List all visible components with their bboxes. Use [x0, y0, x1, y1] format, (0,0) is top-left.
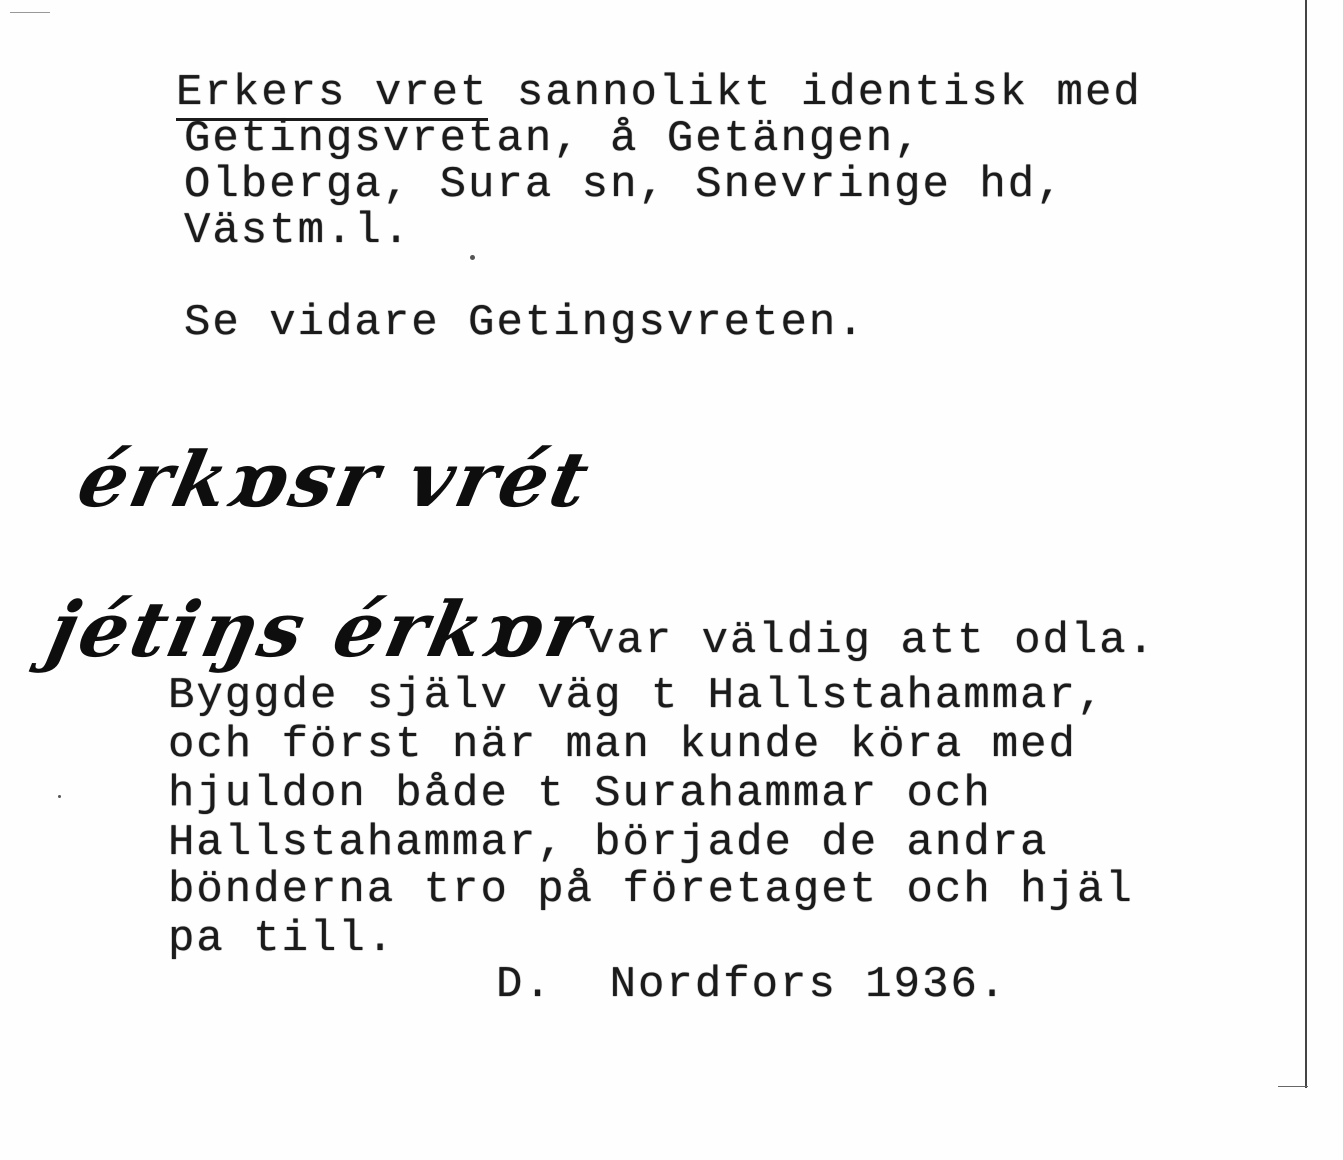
card-bottom-edge [1278, 1086, 1308, 1087]
paragraph-line: och först när man kunde köra med [168, 720, 1077, 770]
typed-line-4: Västm.l. [184, 206, 412, 256]
paragraph-line: bönderna tro på företaget och hjäl [168, 865, 1134, 915]
paragraph-line: Hallstahammar, började de andra [168, 818, 1049, 868]
paragraph-first-line: var väldig att odla. [588, 616, 1157, 666]
typed-line-3: Olberga, Sura sn, Snevringe hd, [184, 160, 1065, 210]
speck [470, 255, 475, 260]
paragraph-line: hjuldon både t Surahammar och [168, 769, 992, 819]
typed-line-2: Getingsvretan, å Getängen, [184, 114, 923, 164]
paragraph-line: Byggde själv väg t Hallstahammar, [168, 671, 1106, 721]
handwritten-pronunciation-2: jétiŋs érkɒr [40, 585, 600, 674]
see-also-line: Se vidare Getingsvreten. [184, 298, 866, 348]
heading-rest: sannolikt identisk med [488, 68, 1142, 118]
handwritten-pronunciation-1: érkɒsr vrét [70, 435, 600, 524]
speck [10, 12, 50, 13]
card-right-edge [1305, 0, 1307, 1088]
speck [58, 795, 61, 798]
heading-underlined: Erkers vret [176, 68, 488, 121]
signature-line: D. Nordfors 1936. [496, 960, 1008, 1010]
paragraph-line: pa till. [168, 914, 396, 964]
typed-line-1 [176, 70, 1142, 116]
